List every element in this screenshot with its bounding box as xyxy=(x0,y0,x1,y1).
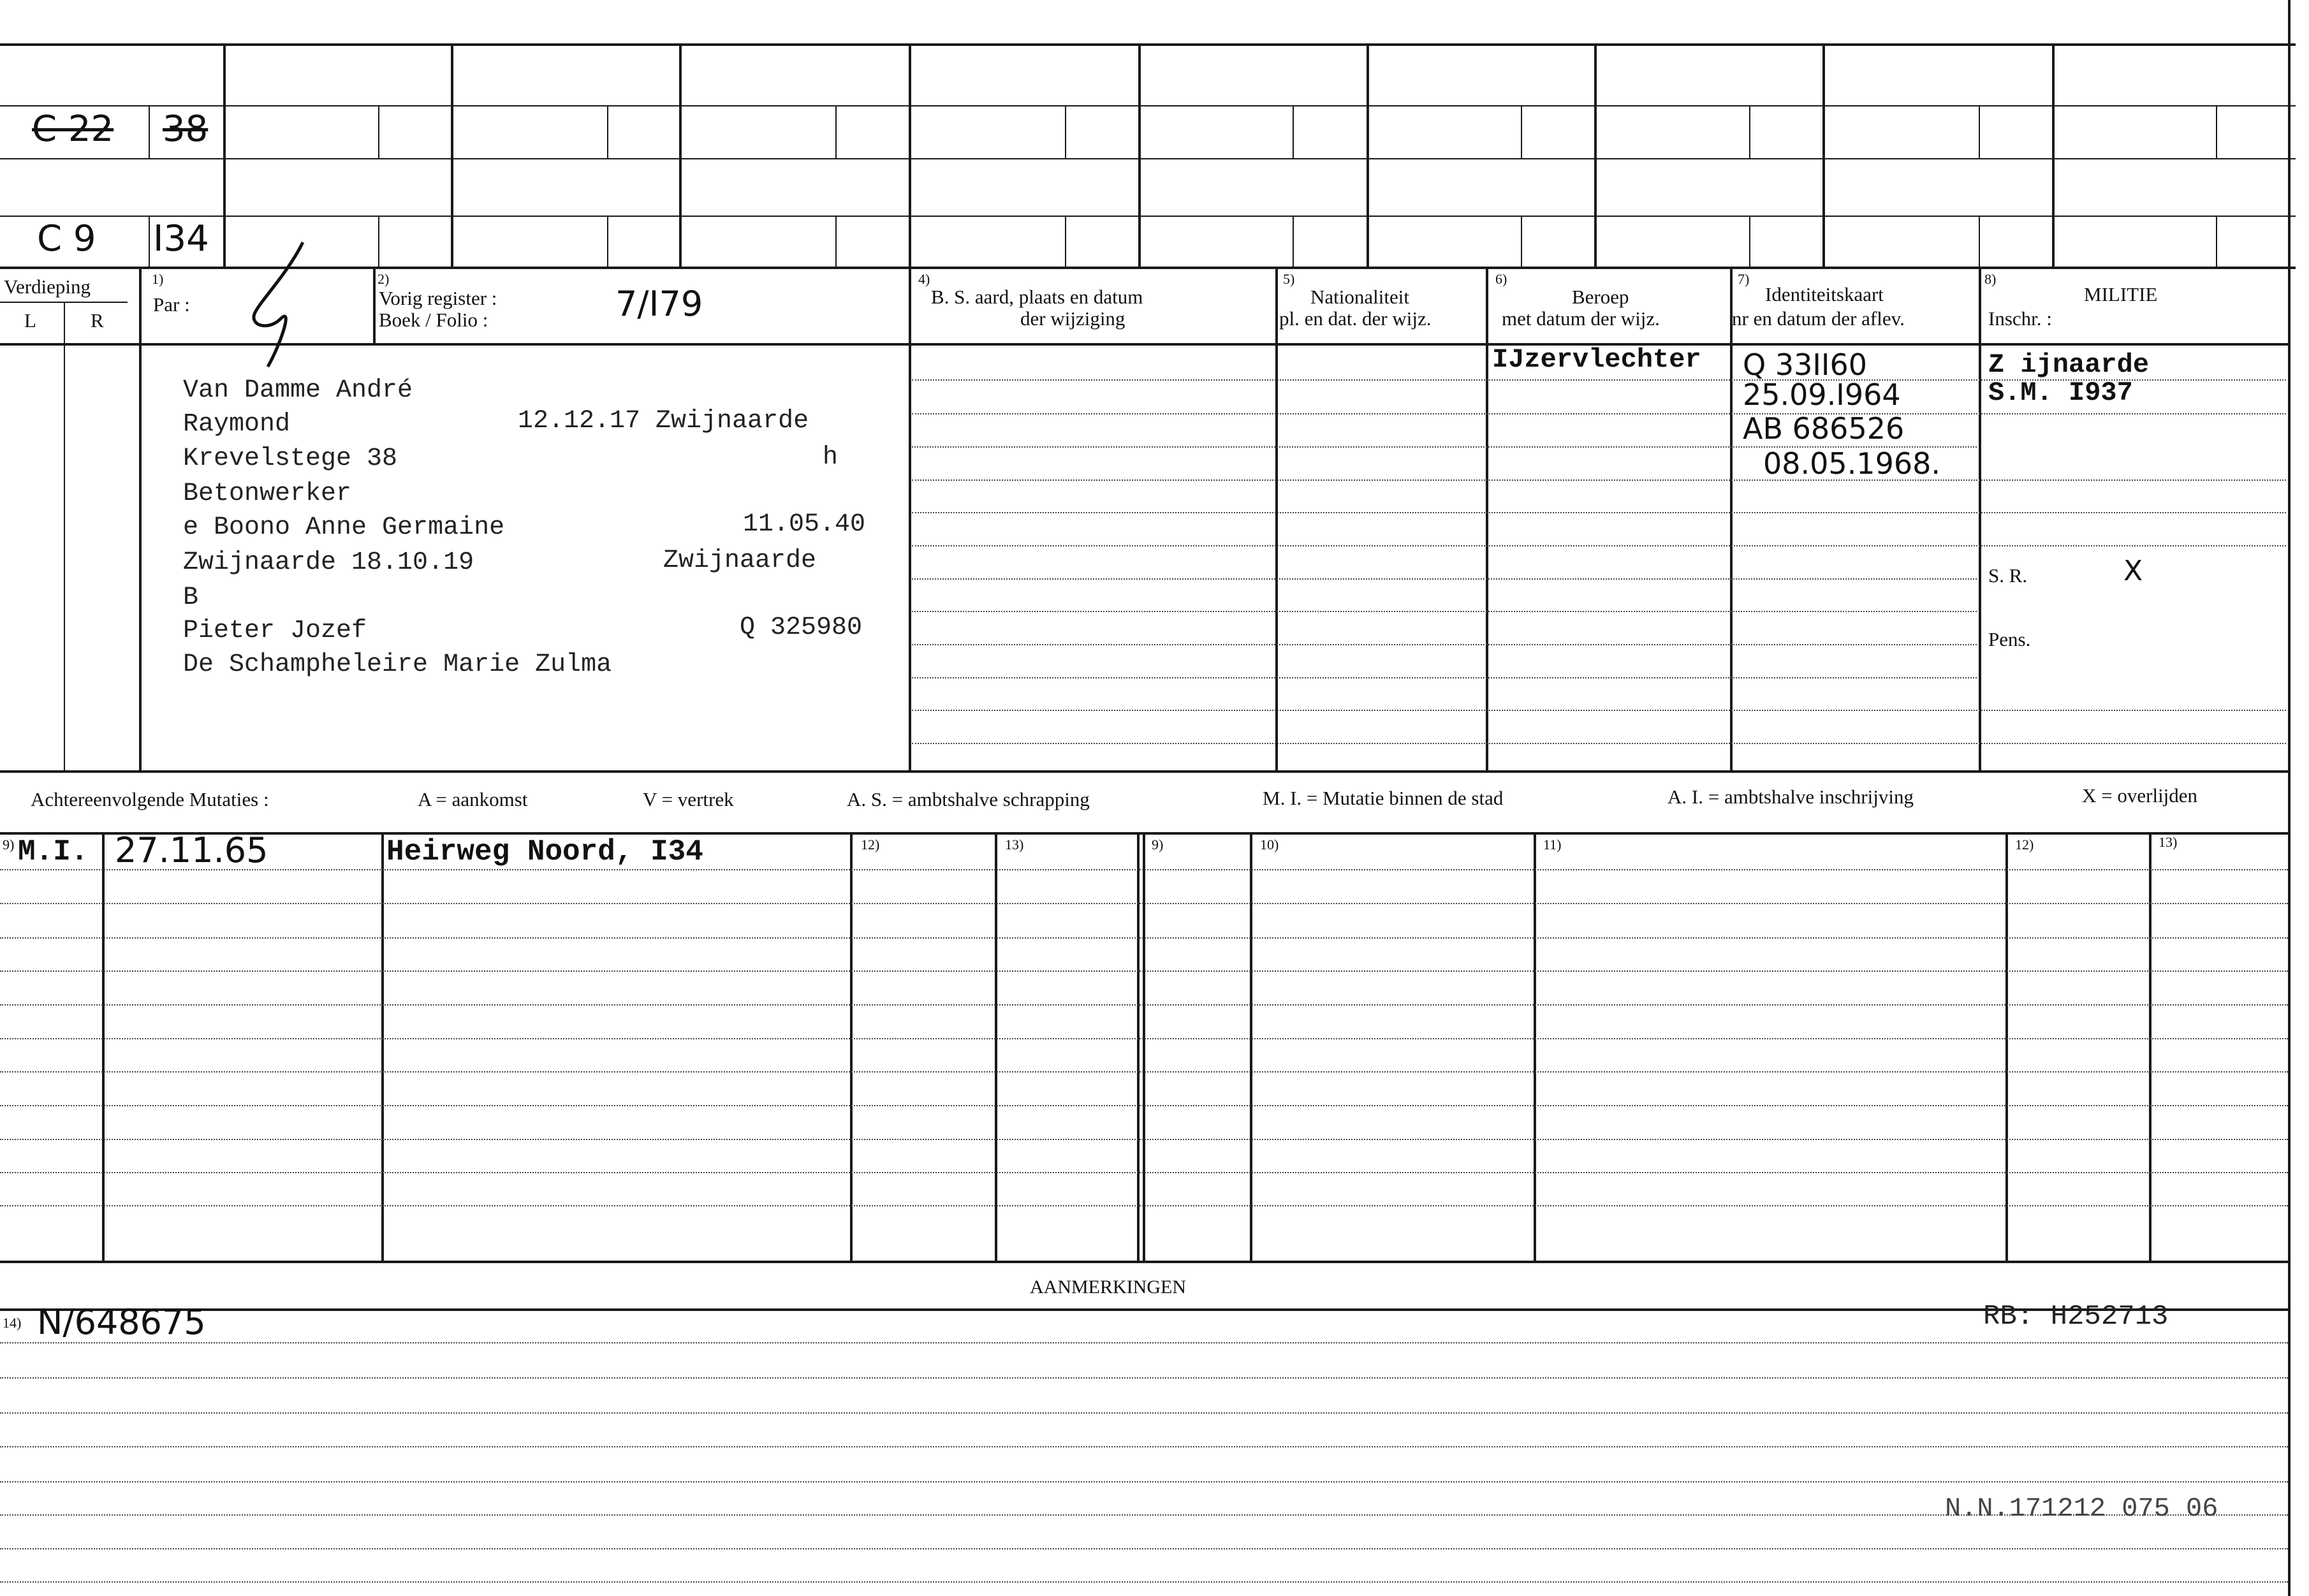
mutation-date: 27.11.65 xyxy=(115,830,268,870)
grid-line xyxy=(64,302,65,770)
grid-line xyxy=(835,216,837,267)
legend-a: A = aankomst xyxy=(418,788,528,810)
id-value-2: 25.09.I964 xyxy=(1743,377,1901,412)
bs-header-line2: der wijziging xyxy=(1020,307,1125,330)
person-firstname: Raymond xyxy=(183,410,291,439)
ruled-line xyxy=(0,1038,2288,1039)
grid-line xyxy=(102,832,105,1261)
mutation-code: M.I. xyxy=(18,835,89,868)
ruled-line xyxy=(0,1205,2288,1206)
mut-num-13: 13) xyxy=(1005,837,1024,853)
grid-line xyxy=(1293,105,1294,158)
legend-x: X = overlijden xyxy=(2082,784,2198,807)
id-num: 7) xyxy=(1738,271,1750,287)
grid-line xyxy=(149,216,150,267)
nat-num: 5) xyxy=(1283,271,1295,287)
legend-title: Achtereenvolgende Mutaties : xyxy=(31,788,269,810)
top-cell-c9: C 9 xyxy=(37,218,96,260)
id-value-4: 08.05.1968. xyxy=(1763,446,1940,481)
sr-label: S. R. xyxy=(1988,564,2028,587)
grid-line xyxy=(1979,267,1981,770)
ruled-line xyxy=(0,1071,2288,1073)
vorig-register-label: Vorig register : xyxy=(379,287,497,309)
bs-header-line1: B. S. aard, plaats en datum xyxy=(931,286,1143,308)
grid-line xyxy=(1065,105,1066,158)
signature-mark xyxy=(242,236,312,370)
grid-line xyxy=(1138,43,1141,267)
person-h: h xyxy=(823,443,839,472)
grid-line xyxy=(0,216,2296,217)
grid-line xyxy=(607,105,608,158)
ruled-line xyxy=(0,1105,2288,1106)
grid-line xyxy=(1594,43,1597,267)
boek-folio-label: Boek / Folio : xyxy=(379,309,488,331)
ruled-line xyxy=(912,710,2286,711)
grid-line xyxy=(1521,105,1522,158)
grid-line xyxy=(1275,267,1278,770)
beroep-header-line2: met datum der wijz. xyxy=(1502,307,1660,330)
grid-line xyxy=(0,267,2296,269)
grid-line xyxy=(223,43,226,267)
ruled-line xyxy=(0,1342,2288,1343)
remarks-num: 14) xyxy=(3,1315,22,1331)
militie-value-1: Z ijnaarde xyxy=(1988,349,2150,380)
grid-line xyxy=(373,267,376,343)
grid-line xyxy=(835,105,837,158)
mut-num-12b: 12) xyxy=(2015,837,2034,853)
marriage-place: Zwijnaarde xyxy=(663,546,817,575)
beroep-value: IJzervlechter xyxy=(1492,344,1701,375)
vorig-num: 2) xyxy=(378,271,390,287)
beroep-num: 6) xyxy=(1495,271,1507,287)
grid-line xyxy=(1979,216,1980,267)
id-value-3: AB 686526 xyxy=(1743,411,1905,446)
top-cell-38: 38 xyxy=(163,108,209,150)
top-border xyxy=(0,43,2296,46)
par-num: 1) xyxy=(152,271,164,287)
ruled-line xyxy=(912,545,2286,546)
remarks-title: AANMERKINGEN xyxy=(1030,1277,1186,1298)
footer-code: N.N.171212 075 06 xyxy=(1945,1493,2218,1524)
grid-line xyxy=(1822,43,1825,267)
legend-ai: A. I. = ambtshalve inschrijving xyxy=(1668,786,1914,808)
ruled-line xyxy=(0,869,2288,870)
ruled-line xyxy=(0,1377,2288,1379)
spouse-name: e Boono Anne Germaine xyxy=(183,513,505,542)
mut-num-10: 10) xyxy=(1260,837,1279,853)
ruled-line xyxy=(0,970,2288,972)
ruled-line xyxy=(912,611,1977,612)
grid-line xyxy=(149,105,150,158)
ruled-line xyxy=(912,644,1977,645)
grid-line xyxy=(2216,105,2217,158)
person-birth: 12.12.17 Zwijnaarde xyxy=(518,407,809,436)
grid-line xyxy=(1534,832,1536,1261)
grid-line xyxy=(995,832,997,1261)
grid-line xyxy=(1065,216,1066,267)
father-name: Pieter Jozef xyxy=(183,617,367,645)
grid-line xyxy=(1250,832,1252,1261)
col-l-label: L xyxy=(24,309,36,332)
mut-num-12: 12) xyxy=(861,837,880,853)
spouse-birth: Zwijnaarde 18.10.19 xyxy=(183,548,474,577)
grid-line xyxy=(1143,832,1145,1261)
grid-line xyxy=(1979,105,1980,158)
ruled-line xyxy=(912,413,2286,414)
ruled-line xyxy=(0,1481,2288,1483)
grid-line xyxy=(909,267,911,770)
rb-number: RB: H252713 xyxy=(1983,1301,2169,1333)
ruled-line xyxy=(0,1514,2288,1516)
grid-line xyxy=(2149,832,2151,1261)
mutations-bottom xyxy=(0,1261,2288,1263)
grid-line xyxy=(1521,216,1522,267)
sr-value: X xyxy=(2123,555,2143,587)
person-b: B xyxy=(183,583,199,612)
mut-num-13b: 13) xyxy=(2159,834,2178,850)
mutation-address: Heirweg Noord, I34 xyxy=(386,835,703,868)
grid-line xyxy=(378,105,379,158)
ruled-line xyxy=(912,578,1977,580)
grid-line xyxy=(0,158,2296,159)
ruled-line xyxy=(0,1446,2288,1447)
grid-line xyxy=(850,832,853,1261)
mother-name: De Schampheleire Marie Zulma xyxy=(183,650,612,679)
bs-num: 4) xyxy=(918,271,930,287)
top-cell-i34: I34 xyxy=(153,218,209,260)
ruled-line xyxy=(912,512,2286,513)
ruled-line xyxy=(0,1139,2288,1140)
person-occupation: Betonwerker xyxy=(183,480,352,508)
mil-num: 8) xyxy=(1984,271,1997,287)
verdieping-label: Verdieping xyxy=(4,275,91,298)
legend-as: A. S. = ambtshalve schrapping xyxy=(847,788,1090,810)
ruled-line xyxy=(0,903,2288,904)
data-block-bottom xyxy=(0,770,2288,773)
mut-num-9: 9) xyxy=(3,837,15,853)
nat-header-line2: pl. en dat. der wijz. xyxy=(1279,307,1432,330)
grid-line xyxy=(909,43,911,267)
remarks-top xyxy=(0,1308,2288,1311)
grid-line xyxy=(1749,105,1750,158)
inschr-label: Inschr. : xyxy=(1988,307,2052,330)
grid-line xyxy=(1749,216,1750,267)
marriage-date: 11.05.40 xyxy=(743,510,866,539)
ruled-line xyxy=(0,1172,2288,1173)
pens-label: Pens. xyxy=(1988,628,2031,650)
grid-line xyxy=(1293,216,1294,267)
header-bottom xyxy=(0,343,2288,346)
grid-line xyxy=(679,43,682,267)
id-value-1: Q 33II60 xyxy=(1743,348,1868,382)
ruled-line xyxy=(0,1581,2288,1583)
beroep-header-line1: Beroep xyxy=(1572,286,1629,308)
par-label: Par : xyxy=(153,293,190,316)
grid-line xyxy=(1137,832,1140,1261)
mut-num-9b: 9) xyxy=(1152,837,1164,853)
grid-line xyxy=(607,216,608,267)
person-address: Krevelstege 38 xyxy=(183,444,398,473)
grid-line xyxy=(0,105,2296,106)
ruled-line xyxy=(0,1004,2288,1006)
legend-mi: M. I. = Mutatie binnen de stad xyxy=(1263,787,1504,809)
right-edge xyxy=(2288,0,2291,1596)
legend-v: V = vertrek xyxy=(643,788,734,810)
ruled-line xyxy=(912,677,1977,678)
grid-line xyxy=(381,832,384,1261)
grid-line xyxy=(2216,216,2217,267)
id-header-line1: Identiteitskaart xyxy=(1765,283,1884,305)
top-cell-c22: C 22 xyxy=(32,108,114,150)
grid-line xyxy=(1367,43,1369,267)
grid-line xyxy=(139,267,142,770)
ruled-line xyxy=(0,937,2288,939)
grid-line xyxy=(1730,267,1733,770)
grid-line xyxy=(1486,267,1488,770)
nat-header-line1: Nationaliteit xyxy=(1310,286,1409,308)
vorig-register-value: 7/I79 xyxy=(615,284,703,324)
father-number: Q 325980 xyxy=(740,613,863,642)
id-header-line2: nr en datum der aflev. xyxy=(1732,307,1905,330)
grid-line xyxy=(451,43,453,267)
grid-line xyxy=(378,216,379,267)
col-r-label: R xyxy=(91,309,104,332)
ruled-line xyxy=(912,743,2286,744)
ruled-line xyxy=(0,1412,2288,1414)
ruled-line xyxy=(0,1548,2288,1549)
remarks-value: N/648675 xyxy=(37,1302,206,1342)
mut-num-11: 11) xyxy=(1543,837,1562,853)
militie-value-2: S.M. I937 xyxy=(1988,377,2133,408)
militie-label: MILITIE xyxy=(2084,283,2158,305)
ruled-line xyxy=(912,480,2286,481)
grid-line xyxy=(2052,43,2055,267)
grid-line xyxy=(2005,832,2008,1261)
person-name: Van Damme André xyxy=(183,376,413,405)
